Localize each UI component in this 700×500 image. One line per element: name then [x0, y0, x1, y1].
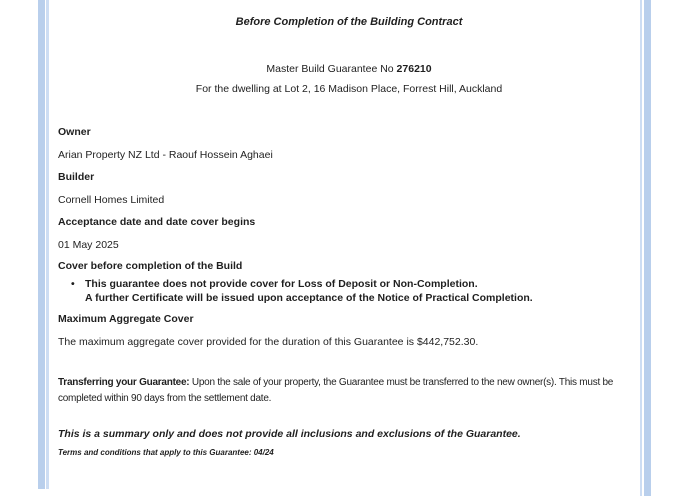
builder-label: Builder [58, 171, 95, 183]
page-border-right-thick [644, 0, 651, 496]
acceptance-date-label: Acceptance date and date cover begins [58, 216, 256, 228]
terms-conditions-note: Terms and conditions that apply to this Guarantee: 04/24 [58, 448, 274, 457]
transfer-guarantee-label: Transferring your Guarantee: [58, 377, 190, 388]
cover-before-completion-label: Cover before completion of the Build [58, 260, 243, 272]
cover-bullet-text [85, 277, 640, 305]
owner-value: Arian Property NZ Ltd - Raouf Hossein Aghaei [58, 149, 273, 161]
guarantee-number-value: 276210 [396, 63, 432, 75]
acceptance-date-value: 01 May 2025 [58, 239, 119, 251]
max-aggregate-cover-value: The maximum aggregate cover provided for the duration of this Guarantee is $442,752.30. [58, 336, 479, 348]
document-title: Before Completion of the Building Contract [235, 16, 463, 28]
guarantee-number-prefix: Master Build Guarantee No [266, 63, 397, 75]
page-border-right-thin [640, 0, 642, 496]
cover-bullet-line1: This guarantee does not provide cover for Loss of Deposit or Non-Completion. [85, 278, 478, 290]
document-content [58, 0, 640, 500]
page-border-left-thick [38, 0, 45, 489]
bullet-icon: • [71, 278, 75, 290]
page-border-left-thin [46, 0, 49, 489]
dwelling-address-line: For the dwelling at Lot 2, 16 Madison Place, Forrest Hill, Auckland [195, 83, 503, 95]
max-aggregate-cover-label: Maximum Aggregate Cover [58, 313, 194, 325]
summary-note: This is a summary only and does not provide all inclusions and exclusions of the Guarantee. [58, 428, 521, 440]
cover-bullet-item [58, 277, 640, 305]
guarantee-number-line [58, 62, 640, 76]
builder-value: Cornell Homes Limited [58, 194, 165, 206]
transfer-guarantee-text: Upon the sale of your property, the Guarantee must be transferred to the new owner(s). This must be completed within 90 days from the settlement date. [58, 377, 614, 404]
cover-bullet-line2: A further Certificate will be issued upon acceptance of the Notice of Practical Completion. [85, 292, 533, 305]
transfer-guarantee-paragraph [58, 375, 640, 406]
owner-label: Owner [58, 126, 91, 138]
